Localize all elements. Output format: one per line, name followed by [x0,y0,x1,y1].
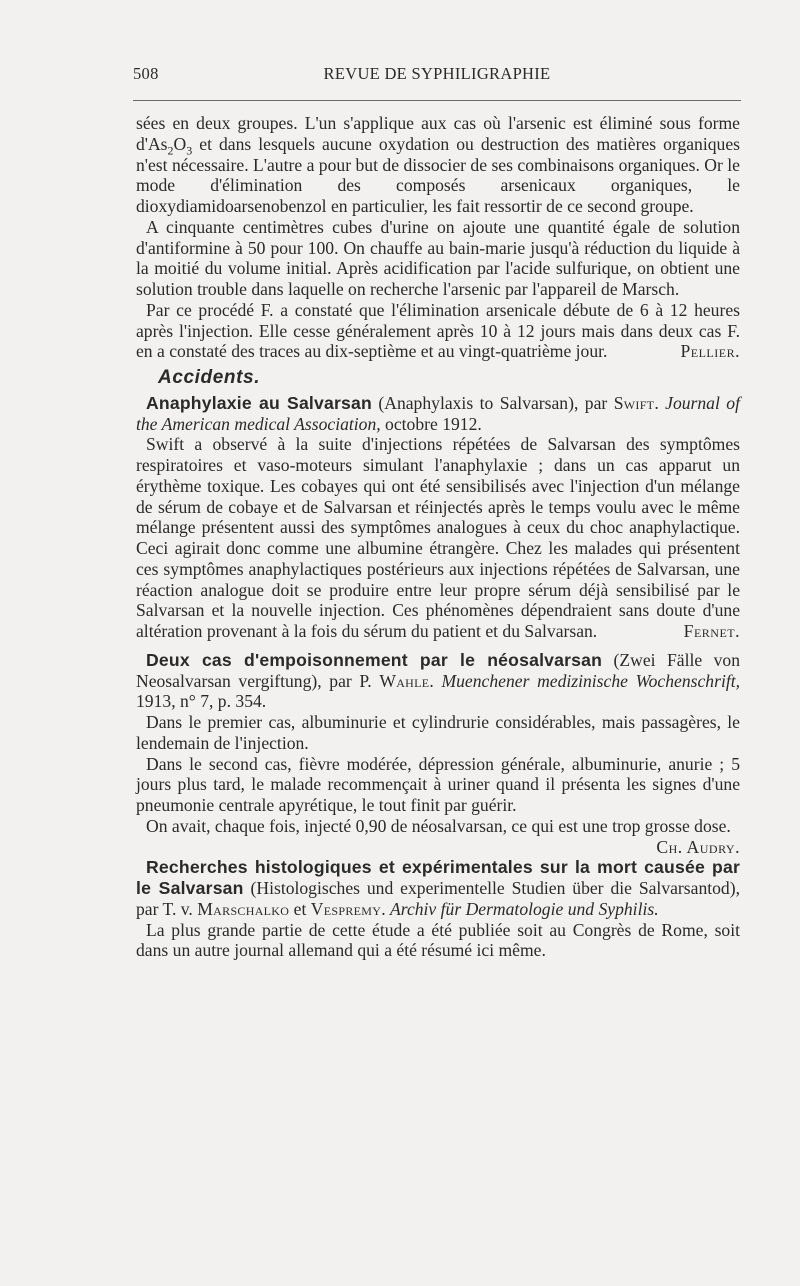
page-number: 508 [133,64,159,83]
section-heading-accidents: Accidents. [158,367,261,388]
signature-fernet: Fernet. [683,621,740,641]
article-2-paragraph-1: Dans le premier cas, albuminurie et cylindrurie considérables, mais passagères, le lendemain de l'injection. [136,712,740,753]
article-1-title: Anaphylaxie au Salvarsan [146,392,372,413]
article-2-heading: Deux cas d'empoisonnement par le néosalvarsan (Zwei Fälle von Neosalvarsan vergiftung), par P. Wahle. Muenchener medizinische Wochenschrift, 1913, n° 7, p. 354. [136,649,741,712]
article-1-body: Swift a observé à la suite d'injections répétées de Salvarsan des symptômes respiratoires et vaso-moteurs simulant l'anaphylaxie ; dans un cas apparut un érythème toxique. Les cobayes qui ont été sensibilisés avec l'injection d'un mélange de sérum de cobaye et de Salvarsan et réinjectés après le temps voulu avec le même mélange présentent aussi des symptômes analogues à ceux du choc anaphylactique. Ceci agirait donc comme une albumine étrangère. Chez les malades qui présentent ces symptômes anaphylactiques postérieurs aux injections répétées de Salvarsan, une réaction analogue doit se produire entre leur propre sérum déjà sensibilisé par le Salvarsan et la nouvelle injection. Ces phénomènes dépendraient sans doute d'une altération provenant à la fois du sérum du patient et du Salvarsan. Fernet. [136,434,740,641]
article-1-heading: Anaphylaxie au Salvarsan (Anaphylaxis to Salvarsan), par Swift. Journal of the American medical Association, octobre 1912. [136,392,740,434]
main-text [136,113,740,961]
article-3-body: La plus grande partie de cette étude a été publiée soit au Congrès de Rome, soit dans un autre journal allemand qui a été résumé ici même. [136,919,740,961]
article-3-heading: Recherches histologiques et expérimentales sur la mort causée par le Salvarsan (Histologisches und experimentelle Studien über die Salvarsantod), par T. v. Marschalko et Vespremy. Archiv für Dermatologie und Syphilis. [136,857,740,919]
article-2-title: Deux cas d'empoisonnement par le néosalvarsan [146,649,603,670]
article-2-paragraph-2: Dans le second cas, fièvre modérée, dépression générale, albuminurie, anurie ; 5 jours plus tard, le malade recommençait à uriner quand il présenta les signes d'une pneumonie centrale apyrétique, le tout finit par guérir. [136,753,740,815]
intro-paragraph-3: Par ce procédé F. a constaté que l'élimination arsenicale débute de 6 à 12 heures après l'injection. Elle cesse généralement après 10 à 12 jours mais dans deux cas F. en a constaté des traces au dix-septième et au vingt-quatrième jour. Pellier. [136,299,740,362]
intro-paragraph-1: sées en deux groupes. L'un s'applique aux cas où l'arsenic est éliminé sous forme $d'As_2O_3$ et dans lesquels aucune oxydation ou destruction des matières organiques n'est nécessaire. L'autre a pour but de dissocier de ses combinaisons organiques. Or le mode d'élimination des composés arsenicaux organiques, le dioxydiamidoarsenobenzol en particulier, les fait ressortir de ce second groupe. [136,113,740,216]
article-3-title: Recherches histologiques et expérimentales sur la mort causée par le Salvarsan [136,857,740,898]
signature-audry: Ch. Audry. [656,836,740,857]
header-rule [133,100,741,101]
running-title: REVUE DE SYPHILIGRAPHIE [323,64,551,83]
signature-pellier: Pellier. [680,341,740,362]
intro-paragraph-2: A cinquante centimètres cubes d'urine on ajoute une quantité égale de solution d'antiformine à 50 pour 100. On chauffe au bain-marie jusqu'à réduction du liquide à la moitié du volume initial. Après acidification par l'acide sulfurique, on obtient une solution trouble dans laquelle on recherche l'arsenic par l'appareil de Marsch. [136,216,740,299]
article-2-paragraph-3: On avait, chaque fois, injecté 0,90 de néosalvarsan, ce qui est une trop grosse dose. Ch. Audry. [146,815,740,857]
running-header [133,64,741,86]
